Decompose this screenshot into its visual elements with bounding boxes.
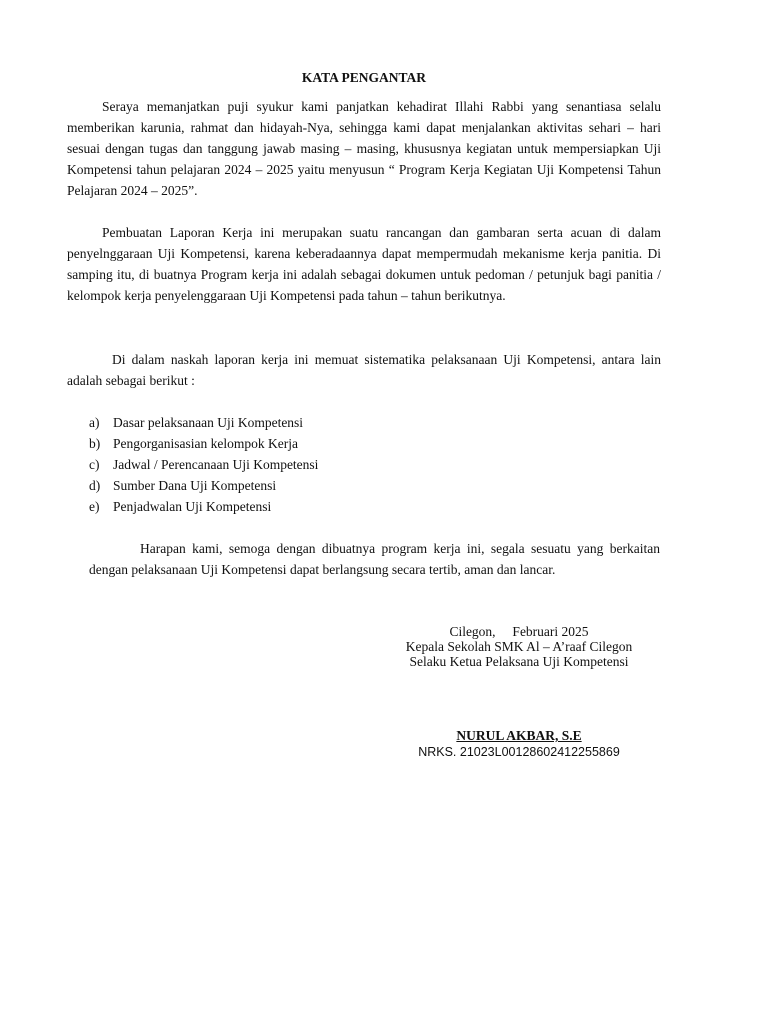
list-item-text: Pengorganisasian kelompok Kerja [113,436,298,451]
signer-nrks: NRKS. 21023L00128602412255869 [418,745,620,759]
list-item-text: Penjadwalan Uji Kompetensi [113,499,272,514]
signature-block [360,624,678,669]
place-date: Cilegon, Februari 2025 [449,624,589,639]
signer-role: Selaku Ketua Pelaksana Uji Kompetensi [409,654,629,669]
list-marker: a) [89,415,100,430]
list-marker: b) [89,436,101,451]
document-title: KATA PENGANTAR [301,70,427,85]
list-item [89,454,318,475]
list-marker: c) [89,457,100,472]
systematics-list [89,412,318,517]
paragraph-2: Pembuatan Laporan Kerja ini merupakan suatu rancangan dan gambaran serta acuan di dalam penyelnggaraan Uji Kompetensi, karena keberadaannya dapat mempermudah mekanisme kerja panitia. Di samping itu, di buatnya Program kerja ini adalah sebagai dokumen untuk pedoman / petunjuk bagi panitia / kelompok kerja penyelenggaraan Uji Kompetensi pada tahun – tahun berikutnya. [67,225,661,303]
list-item [89,475,318,496]
paragraph-4: Harapan kami, semoga dengan dibuatnya program kerja ini, segala sesuatu yang berkaitan dengan pelaksanaan Uji Kompetensi dapat berlangsung secara tertib, aman dan lancar. [89,541,660,577]
list-item [89,433,318,454]
list-item-text: Sumber Dana Uji Kompetensi [113,478,277,493]
paragraph-1: Seraya memanjatkan puji syukur kami panjatkan kehadirat Illahi Rabbi yang senantiasa selalu memberikan karunia, rahmat dan hidayah-Nya, sehingga kami dapat menjalankan aktivitas sehari – hari sesuai dengan tugas dan tanggung jawab masing – masing, khususnya kegiatan untuk mempersiapkan Uji Kompetensi tahun pelajaran 2024 – 2025 yaitu menyusun “ Program Kerja Kegiatan Uji Kompetensi Tahun Pelajaran 2024 – 2025”. [67,99,661,198]
signer-block [360,728,678,760]
list-item-text: Jadwal / Perencanaan Uji Kompetensi [113,457,319,472]
list-item [89,412,318,433]
list-marker: d) [89,478,101,493]
signer-position: Kepala Sekolah SMK Al – A’raaf Cilegon [405,639,633,654]
paragraph-3: Di dalam naskah laporan kerja ini memuat sistematika pelaksanaan Uji Kompetensi, antara lain adalah sebagai berikut : [67,352,661,388]
list-item [89,496,318,517]
signer-name: NURUL AKBAR, S.E [456,728,582,743]
list-item-text: Dasar pelaksanaan Uji Kompetensi [113,415,304,430]
list-marker: e) [89,499,100,514]
